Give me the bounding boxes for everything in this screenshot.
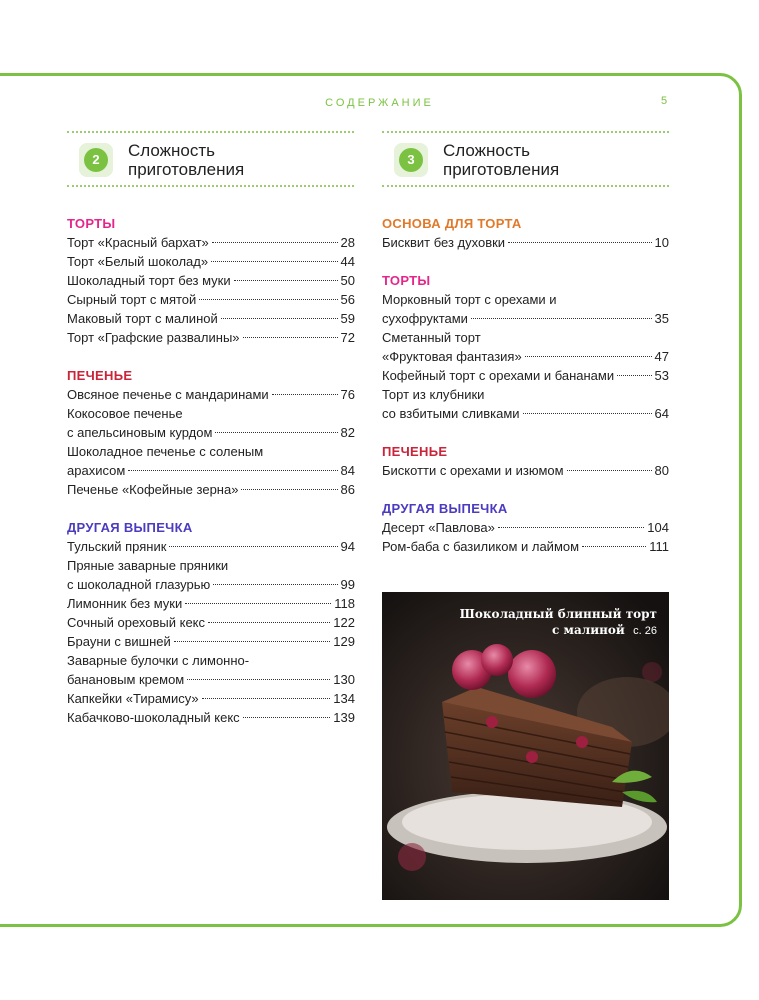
difficulty-badge bbox=[79, 143, 113, 177]
toc-entry[interactable]: арахисом 84 bbox=[67, 463, 355, 478]
toc-entry[interactable]: Кофейный торт с орехами и бананами 53 bbox=[382, 368, 669, 383]
running-title: СОДЕРЖАНИЕ bbox=[325, 97, 434, 109]
toc-entry-line[interactable]: Кокосовое печенье bbox=[67, 406, 183, 421]
section-title: Сложность приготовления bbox=[443, 141, 560, 179]
toc-entry[interactable]: Торт «Белый шоколад» 44 bbox=[67, 254, 355, 269]
cake-photo bbox=[382, 592, 669, 900]
difficulty-number: 3 bbox=[399, 148, 423, 172]
toc-entry[interactable]: Бисквит без духовки 10 bbox=[382, 235, 669, 250]
toc-entry-line[interactable]: Заварные булочки с лимонно- bbox=[67, 653, 250, 668]
toc-entry[interactable]: Маковый торт с малиной 59 bbox=[67, 311, 355, 326]
divider bbox=[382, 185, 669, 187]
toc-entry[interactable]: Овсяное печенье с мандаринами 76 bbox=[67, 387, 355, 402]
photo-caption: Шоколадный блинный торт с малиной с. 26 bbox=[459, 607, 657, 637]
toc-entry[interactable]: с шоколадной глазурью 99 bbox=[67, 577, 355, 592]
toc-entry[interactable]: с апельсиновым курдом 82 bbox=[67, 425, 355, 440]
toc-entry[interactable]: Торт «Красный бархат» 28 bbox=[67, 235, 355, 250]
toc-entry-line[interactable]: Торт из клубники bbox=[382, 387, 485, 402]
category-heading: ДРУГАЯ ВЫПЕЧКА bbox=[67, 520, 193, 535]
category-heading: ОСНОВА ДЛЯ ТОРТА bbox=[382, 216, 522, 231]
difficulty-header-3 bbox=[382, 131, 669, 187]
toc-entry[interactable]: «Фруктовая фантазия» 47 bbox=[382, 349, 669, 364]
toc-entry[interactable]: Сырный торт с мятой 56 bbox=[67, 292, 355, 307]
category-heading: ДРУГАЯ ВЫПЕЧКА bbox=[382, 501, 508, 516]
toc-entry[interactable]: банановым кремом 130 bbox=[67, 672, 355, 687]
toc-entry[interactable]: Кабачково-шоколадный кекс 139 bbox=[67, 710, 355, 725]
toc-entry[interactable]: Торт «Графские развалины» 72 bbox=[67, 330, 355, 345]
toc-entry[interactable]: Капкейки «Тирамису» 134 bbox=[67, 691, 355, 706]
difficulty-header-2 bbox=[67, 131, 354, 187]
toc-entry[interactable]: Шоколадный торт без муки 50 bbox=[67, 273, 355, 288]
toc-entry-line[interactable]: Пряные заварные пряники bbox=[67, 558, 229, 573]
toc-entry[interactable]: Печенье «Кофейные зерна» 86 bbox=[67, 482, 355, 497]
toc-entry[interactable]: Брауни с вишней 129 bbox=[67, 634, 355, 649]
section-title: Сложность приготовления bbox=[128, 141, 245, 179]
category-heading: ПЕЧЕНЬЕ bbox=[67, 368, 133, 383]
difficulty-badge bbox=[394, 143, 428, 177]
divider bbox=[67, 185, 354, 187]
category-heading: ПЕЧЕНЬЕ bbox=[382, 444, 448, 459]
toc-column-left bbox=[67, 214, 355, 727]
category-heading: ТОРТЫ bbox=[382, 273, 431, 288]
page-reference: с. 26 bbox=[633, 625, 657, 637]
divider bbox=[67, 131, 354, 133]
toc-entry-line[interactable]: Шоколадное печенье с соленым bbox=[67, 444, 264, 459]
toc-entry-line[interactable]: Морковный торт с орехами и bbox=[382, 292, 557, 307]
toc-entry[interactable]: Тульский пряник 94 bbox=[67, 539, 355, 554]
toc-entry[interactable]: сухофруктами 35 bbox=[382, 311, 669, 326]
toc-entry[interactable]: со взбитыми сливками 64 bbox=[382, 406, 669, 421]
difficulty-number: 2 bbox=[84, 148, 108, 172]
toc-entry[interactable]: Ром-баба с базиликом и лаймом 111 bbox=[382, 539, 669, 554]
toc-entry-line[interactable]: Сметанный торт bbox=[382, 330, 481, 345]
page-number: 5 bbox=[661, 95, 668, 107]
toc-entry[interactable]: Сочный ореховый кекс 122 bbox=[67, 615, 355, 630]
toc-entry[interactable]: Бискотти с орехами и изюмом 80 bbox=[382, 463, 669, 478]
toc-entry[interactable]: Лимонник без муки 118 bbox=[67, 596, 355, 611]
toc-column-right bbox=[382, 214, 669, 556]
divider bbox=[382, 131, 669, 133]
category-heading: ТОРТЫ bbox=[67, 216, 116, 231]
toc-entry[interactable]: Десерт «Павлова» 104 bbox=[382, 520, 669, 535]
